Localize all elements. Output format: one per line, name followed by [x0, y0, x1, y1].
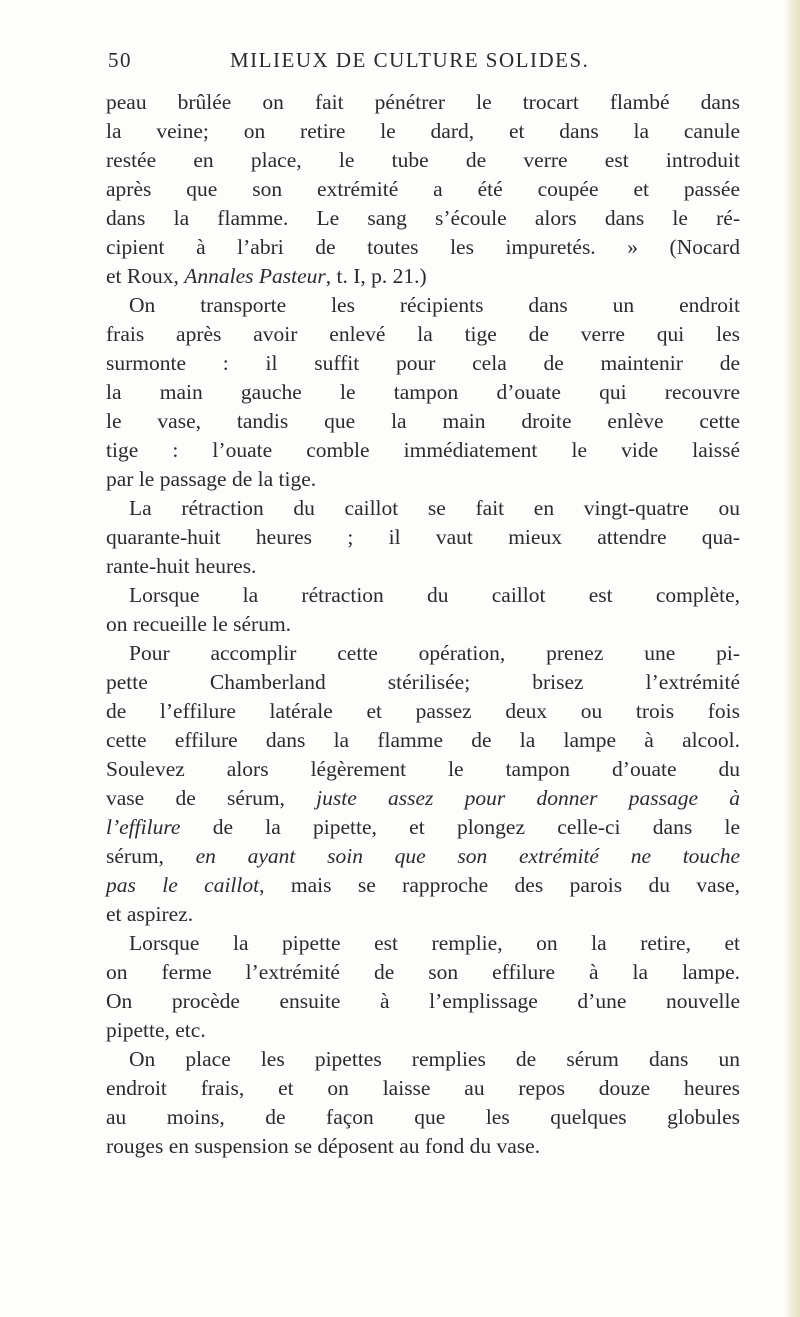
italic-text: en ayant soin que son extrémité ne touche [195, 844, 740, 868]
text-line [106, 233, 740, 262]
text-segment: par le passage de la tige. [106, 467, 317, 491]
text-segment: On transporte les récipients dans un endroit [129, 293, 740, 317]
text-segment: rante-huit heures. [106, 554, 257, 578]
text-line [106, 1016, 740, 1045]
text-segment: après que son extrémité a été coupée et passée [106, 177, 740, 201]
text-segment: cette effilure dans la flamme de la lampe à alcool. [106, 728, 740, 752]
text-segment: sérum, [106, 844, 196, 868]
italic-text: l’effilure [106, 815, 181, 839]
page-number: 50 [108, 48, 132, 72]
text-segment: peau brûlée on fait pénétrer le trocart flambé dans [106, 90, 740, 114]
text-segment: vase de sérum, [106, 786, 317, 810]
text-line [106, 668, 740, 697]
text-line [106, 755, 740, 784]
text-line [106, 494, 740, 523]
text-segment: Soulevez alors légèrement le tampon d’ouate du [106, 757, 740, 781]
text-segment: endroit frais, et on laisse au repos douze heures [106, 1076, 740, 1100]
text-line [106, 349, 740, 378]
text-line [106, 407, 740, 436]
text-segment: on ferme l’extrémité de son effilure à la lampe. [106, 960, 740, 984]
text-line [106, 871, 740, 900]
text-line [106, 1045, 740, 1074]
running-head-title: MILIEUX DE CULTURE SOLIDES. [230, 48, 590, 72]
text-segment: , t. I, p. 21.) [325, 264, 427, 288]
text-segment: et aspirez. [106, 902, 194, 926]
text-line [106, 88, 740, 117]
text-line [106, 436, 740, 465]
text-segment: de l’effilure latérale et passez deux ou trois fois [106, 699, 740, 723]
text-line [106, 204, 740, 233]
text-line [106, 552, 740, 581]
text-segment: pipette, etc. [106, 1018, 206, 1042]
page-edge-shadow [784, 0, 800, 1317]
text-line [106, 262, 740, 291]
text-segment: frais après avoir enlevé la tige de verre qui les [106, 322, 740, 346]
text-segment: au moins, de façon que les quelques globules [106, 1105, 740, 1129]
text-line [106, 175, 740, 204]
text-segment: la veine; on retire le dard, et dans la canule [106, 119, 740, 143]
italic-text: juste assez pour donner passage à [316, 786, 740, 810]
text-line [106, 784, 740, 813]
text-line [106, 987, 740, 1016]
text-segment: , mais se rapproche des parois du vase, [259, 873, 740, 897]
text-segment: Lorsque la pipette est remplie, on la retire, et [129, 931, 740, 955]
text-segment: restée en place, le tube de verre est introduit [106, 148, 740, 172]
text-line [106, 726, 740, 755]
body-text [106, 88, 740, 1161]
text-segment: quarante-huit heures ; il vaut mieux attendre qua- [106, 525, 740, 549]
text-segment: dans la flamme. Le sang s’écoule alors dans le ré- [106, 206, 740, 230]
text-line [106, 465, 740, 494]
italic-text: Annales Pasteur [184, 264, 326, 288]
running-head [108, 48, 748, 78]
text-segment: on recueille le sérum. [106, 612, 292, 636]
text-segment: cipient à l’abri de toutes les impuretés. » (Nocard [106, 235, 740, 259]
text-line [106, 929, 740, 958]
text-line [106, 1132, 740, 1161]
text-segment: Pour accomplir cette opération, prenez une pi- [129, 641, 740, 665]
text-line [106, 900, 740, 929]
text-segment: On procède ensuite à l’emplissage d’une nouvelle [106, 989, 740, 1013]
text-line [106, 523, 740, 552]
text-segment: On place les pipettes remplies de sérum dans un [129, 1047, 740, 1071]
text-line [106, 639, 740, 668]
text-segment: rouges en suspension se déposent au fond du vase. [106, 1134, 541, 1158]
text-segment: La rétraction du caillot se fait en vingt-quatre ou [129, 496, 740, 520]
text-segment: tige : l’ouate comble immédiatement le vide laissé [106, 438, 740, 462]
text-segment: Lorsque la rétraction du caillot est complète, [129, 583, 740, 607]
text-segment: pette Chamberland stérilisée; brisez l’extrémité [106, 670, 740, 694]
text-segment: le vase, tandis que la main droite enlève cette [106, 409, 740, 433]
text-segment: la main gauche le tampon d’ouate qui recouvre [106, 380, 740, 404]
text-line [106, 842, 740, 871]
text-line [106, 813, 740, 842]
text-line [106, 378, 740, 407]
text-line [106, 1103, 740, 1132]
text-line [106, 146, 740, 175]
text-line [106, 958, 740, 987]
text-segment: surmonte : il suffit pour cela de maintenir de [106, 351, 740, 375]
text-line [106, 291, 740, 320]
text-line [106, 610, 740, 639]
text-line [106, 320, 740, 349]
text-segment: et Roux, [106, 264, 185, 288]
text-line [106, 1074, 740, 1103]
text-line [106, 697, 740, 726]
text-line [106, 581, 740, 610]
text-line [106, 117, 740, 146]
text-segment: de la pipette, et plongez celle-ci dans le [180, 815, 740, 839]
italic-text: pas le caillot [106, 873, 260, 897]
